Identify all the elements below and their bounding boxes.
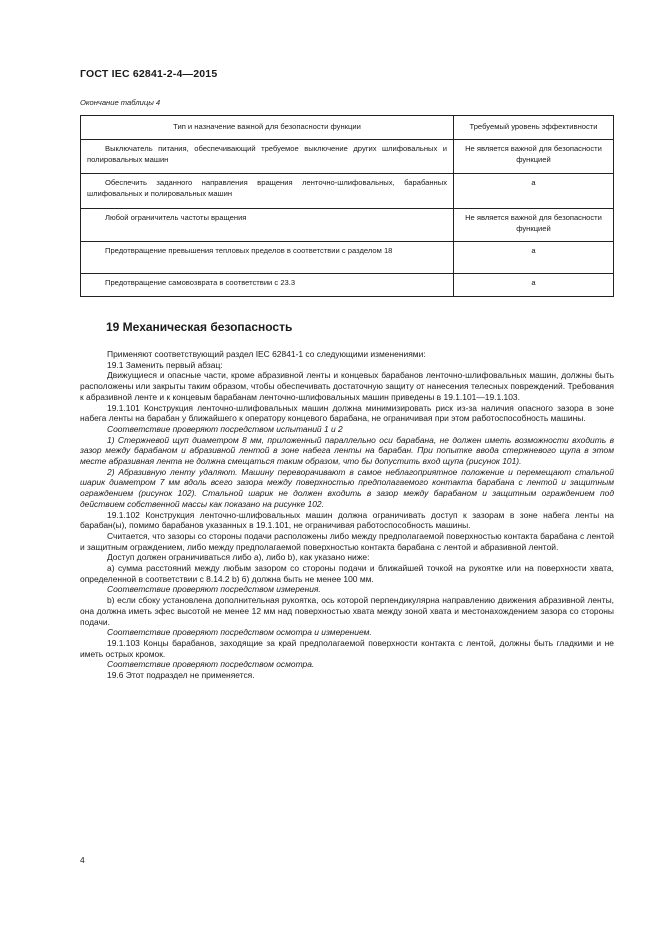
level-cell: a — [454, 174, 614, 209]
function-cell: Обеспечить заданного направления вращения ленточно-шлифовальных, барабанных шлифовальных и полировальных машин — [81, 174, 454, 209]
level-cell: Не является важной для безопасности функцией — [454, 140, 614, 174]
paragraph: 19.1.102 Конструкция ленточно-шлифовальных машин должна ограничивать доступ к зазорам в зоне набега ленты на барабан(ы), помимо барабанов указанных в 19.1.101, не ограничивая работоспособность машины. — [80, 509, 614, 531]
function-cell: Предотвращение самовозврата в соответствии с 23.3 — [81, 274, 454, 297]
paragraph: 19.1.101 Конструкция ленточно-шлифовальных машин должна минимизировать риск из-за наличия опасного зазора в зоне набега ленты на барабан у ближайшего к оператору концевого барабана, не ограничивая при этом работоспособность машины. — [80, 402, 614, 424]
paragraph: 19.1 Заменить первый абзац: — [107, 359, 223, 370]
section-title: 19 Механическая безопасность — [106, 320, 293, 334]
page-number: 4 — [80, 855, 85, 865]
paragraph: Считается, что зазоры со стороны подачи расположены либо между предполагаемой поверхностью контакта барабана с лентой и защитным ограждением, либо между предполагаемой поверхностью контакта барабана с лентой и абразивной лентой. — [80, 530, 614, 552]
compliance-paragraph: Соответствие проверяют посредством испытаний 1 и 2 — [107, 423, 343, 434]
paragraph: Движущиеся и опасные части, кроме абразивной ленты и концевых барабанов ленточно-шлифовальных машин, должны быть расположены или закрыты таким образом, чтобы обеспечивать достаточную защиту от нанесения телесных повреждений. Требования к абразивной ленте и к концевым барабанам ленточно-шлифовальных машин приведены в 19.1.101—19.1.103. — [80, 370, 614, 402]
level-cell: Не является важной для безопасности функцией — [454, 209, 614, 242]
table-4 — [80, 115, 614, 297]
table-row — [81, 274, 614, 297]
table-row — [81, 174, 614, 209]
paragraph: a) сумма расстояний между любым зазором со стороны подачи и ближайшей точкой на рукоятке или на поверхности хвата, определенной в соответствии с 8.14.2 b) 6) должна быть не менее 100 мм. — [80, 563, 614, 584]
paragraph: Применяют соответствующий раздел IEC 62841-1 со следующими изменениями: — [107, 349, 426, 359]
test-paragraph: 1) Стержневой щуп диаметром 8 мм, приложенный параллельно оси барабана, не должен иметь возможности входить в зазор между барабаном и абразивной лентой в зоне набега ленты на барабан. При попытке ввода стержневого щупа в этом месте абразивная лента не должна смещаться таким образом, что бы допустить вход щупа (рисунок 101). — [80, 434, 614, 467]
paragraph: 19.6 Этот подраздел не применяется. — [107, 670, 255, 681]
paragraph: 19.1.103 Концы барабанов, заходящие за край предполагаемой поверхности контакта с лентой, должны быть гладкими и не иметь острых кромок. — [80, 637, 614, 659]
document-header: ГОСТ IEC 62841-2-4—2015 — [80, 68, 218, 80]
table-caption: Окончание таблицы 4 — [80, 98, 161, 107]
test-paragraph: 2) Абразивную ленту удаляют. Машину переворачивают в самое неблагоприятное положение и перемещают стальной шарик диаметром 7 мм вдоль всего зазора между поверхностью предполагаемого контакта барабана с лентой и защитным ограждением (рисунок 102). Стальной шарик не должен входить в зазор между барабаном и защитным ограждением под действием собственной массы как показано на рисунке 102. — [80, 466, 614, 509]
compliance-paragraph: Соответствие проверяют посредством осмотра и измерением. — [107, 627, 372, 638]
table-row — [81, 140, 614, 174]
table-header-row — [81, 116, 614, 140]
table-row — [81, 209, 614, 242]
function-cell: Любой ограничитель частоты вращения — [81, 209, 454, 242]
col1-header: Тип и назначение важной для безопасности функции — [81, 116, 454, 140]
table-row — [81, 242, 614, 274]
col2-header: Требуемый уровень эффективности — [454, 116, 614, 140]
compliance-paragraph: Соответствие проверяют посредством измерения. — [107, 584, 321, 595]
level-cell: a — [454, 242, 614, 274]
function-cell: Предотвращение превышения тепловых пределов в соответствии с разделом 18 — [81, 242, 454, 274]
function-cell: Выключатель питания, обеспечивающий требуемое выключение других шлифовальных и полировальных машин — [81, 140, 454, 174]
paragraph: Доступ должен ограничиваться либо a), либо b), как указано ниже: — [107, 552, 370, 563]
paragraph: b) если сбоку установлена дополнительная рукоятка, ось которой перпендикулярна направлению движения абразивной ленты, она должна иметь эфес высотой не менее 12 мм над поверхностью хвата между зоной хвата и местонахождением зазора со стороны подачи. — [80, 595, 614, 627]
compliance-paragraph: Соответствие проверяют посредством осмотра. — [107, 659, 315, 670]
body-text — [80, 349, 614, 681]
level-cell: a — [454, 274, 614, 297]
